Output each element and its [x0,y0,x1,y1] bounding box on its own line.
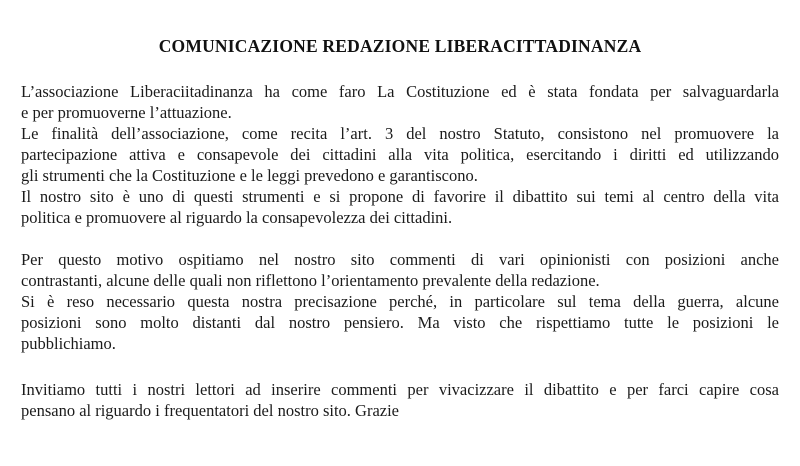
document-line: posizioni sono molto distanti dal nostro pensiero. Ma visto che rispettiamo tutte le posizioni le [21,313,779,332]
document-line: partecipazione attiva e consapevole dei cittadini alla vita politica, esercitando i diritti ed utilizzando [21,145,779,164]
document-line: Le finalità dell’associazione, come recita l’art. 3 del nostro Statuto, consistono nel promuovere la [21,124,779,143]
document-line: contrastanti, alcune delle quali non riflettono l’orientamento prevalente della redazione. [21,271,600,290]
document-title: COMUNICAZIONE REDAZIONE LIBERACITTADINANZA [158,36,642,56]
document-line: politica e promuovere al riguardo la consapevolezza dei cittadini. [21,208,453,227]
document-line: Invitiamo tutti i nostri lettori ad inserire commenti per vivacizzare il dibattito e per farci capire cosa [21,380,779,399]
document-line: gli strumenti che la Costituzione e le leggi prevedono e garantiscono. [21,166,478,185]
document-line: e per promuoverne l’attuazione. [21,103,232,122]
document-line: pubblichiamo. [21,334,116,353]
document-line: Il nostro sito è uno di questi strumenti e si propone di favorire il dibattito sui temi al centro della vita [21,187,779,206]
document-line: pensano al riguardo i frequentatori del nostro sito. Grazie [21,401,400,420]
paragraph-block-3 [21,379,779,421]
document-line: Per questo motivo ospitiamo nel nostro sito commenti di vari opinionisti con posizioni anche [21,250,779,269]
paragraph-block-1 [21,81,779,228]
paragraph-block-2 [21,249,779,354]
document-line: Si è reso necessario questa nostra precisazione perché, in particolare sul tema della guerra, alcune [21,292,779,311]
document-line: L’associazione Liberaciitadinanza ha come faro La Costituzione ed è stata fondata per salvaguardarla [21,82,779,101]
